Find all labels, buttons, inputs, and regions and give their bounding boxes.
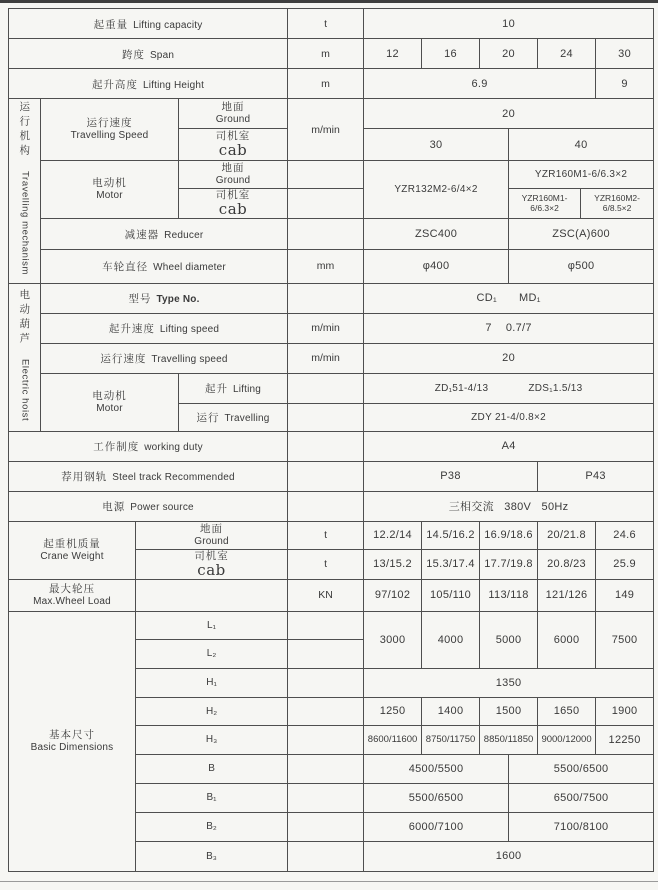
hoist-motor-lifting-label [179,373,288,403]
electric-hoist-en: Electric hoist [19,358,31,421]
empty-unit-cell [288,218,364,249]
travel-speed-ground-label [179,99,288,129]
travel-motor-right-bottom-left: YZR160M1-6/6.3×2 [509,189,581,219]
travel-motor-right-bottom-right: YZR160M2-6/8.5×2 [581,189,654,219]
span-16: 16 [422,39,480,69]
travel-speed-unit: m/min [288,99,364,161]
ground-label-zh: 地面 [221,161,245,174]
dim-L-4: 6000 [538,611,596,668]
hoist-lifting-speed-label-en: Lifting speed [159,324,220,336]
crane-weight-label-zh: 起重机质量 [43,537,101,550]
row-dim-L1 [9,611,654,639]
power-source-label-zh: 电源 [102,501,126,514]
crane-weight-c4: 20.8/23 [538,549,596,579]
row-hoist-travel-speed [9,343,654,373]
travel-motor-cab-label [179,189,288,219]
hoist-lifting-speed-label-zh: 起升速度 [108,323,155,336]
row-hoist-type [9,283,654,313]
dim-B3-label: B₃ [136,841,288,871]
hoist-motor-travelling-en: Travelling [224,413,270,425]
dim-B-right: 5500/6500 [509,754,654,783]
max-wheel-load-4: 121/126 [538,579,596,611]
travel-motor-label-zh: 电动机 [92,176,127,189]
row-crane-weight-ground [9,521,654,549]
row-hoist-motor-lifting [9,373,654,403]
travelling-mechanism-vertical-label [16,101,34,275]
type-no-label-zh: 型号 [128,293,152,306]
dim-H3-1: 8600/11600 [364,725,422,754]
max-wheel-load-3: 113/118 [480,579,538,611]
basic-dimensions-label [9,611,136,871]
dim-B2-label: B₂ [136,812,288,841]
dim-L1-label: L₁ [136,611,288,639]
scan-bottom-edge [0,881,658,882]
wheel-diameter-unit: mm [288,249,364,283]
span-label-zh: 跨度 [121,48,145,61]
crane-specification-table [8,8,654,872]
hoist-travel-speed-value: 20 [364,343,654,373]
empty-unit-cell [288,161,364,189]
dim-H2-2: 1400 [422,697,480,725]
dim-H2-1: 1250 [364,697,422,725]
crane-weight-unit: t [288,521,364,549]
hoist-motor-zds: ZDS₁1.5/13 [528,382,583,394]
ground-label-en: Ground [215,174,251,186]
hoist-motor-lifting-en: Lifting [232,384,262,396]
crane-weight-c2: 15.3/17.4 [422,549,480,579]
lifting-speed-md: 0.7/7 [505,322,532,335]
max-wheel-load-unit: KN [288,579,364,611]
reducer-label [41,218,288,249]
dim-B-left: 4500/5500 [364,754,509,783]
travel-speed-label-en: Travelling Speed [70,129,149,141]
row-power-source [9,491,654,521]
type-md1: MD₁ [518,292,541,305]
hoist-travel-speed-label-en: Travelling speed [151,354,228,366]
empty-unit-cell [288,812,364,841]
dim-L-1: 3000 [364,611,422,668]
lifting-height-main: 6.9 [364,69,596,99]
steel-track-left: P38 [364,461,538,491]
row-travel-speed-ground [9,99,654,129]
crane-weight-c5: 25.9 [596,549,654,579]
wheel-diameter-label [41,249,288,283]
crane-weight-g1: 12.2/14 [364,521,422,549]
max-wheel-load-label [9,579,136,611]
dim-H3-5: 12250 [596,725,654,754]
row-travel-motor-ground [9,161,654,189]
max-wheel-load-label-en: Max.Wheel Load [33,595,111,607]
dim-B-label: B [136,754,288,783]
hoist-motor-travelling-label [179,403,288,431]
travelling-mechanism-en: Travelling mechanism [19,171,31,276]
steel-track-label [9,461,288,491]
crane-weight-ground-label [136,521,288,549]
max-wheel-load-1: 97/102 [364,579,422,611]
max-wheel-load-2: 105/110 [422,579,480,611]
working-duty-label-en: working duty [144,442,203,454]
reducer-label-en: Reducer [164,229,204,241]
travel-motor-right-top-value: YZR160M1-6/6.3×2 [509,161,654,189]
empty-unit-cell [288,783,364,812]
empty-unit-cell [288,639,364,668]
travel-speed-cab-left: 30 [364,129,509,161]
cab-label-en: cab [197,561,226,580]
dim-H2-5: 1900 [596,697,654,725]
cab-label-zh: 司机室 [194,549,229,562]
dim-B1-right: 6500/7500 [509,783,654,812]
steel-track-label-zh: 荐用钢轨 [61,471,108,484]
travel-motor-left-value: YZR132M2-6/4×2 [364,161,509,219]
hoist-lifting-speed-label [41,313,288,343]
lifting-capacity-label-en: Lifting capacity [133,19,203,31]
span-20: 20 [480,39,538,69]
span-label-en: Span [149,49,175,61]
power-source-value: 三相交流 380V 50Hz [364,491,654,521]
row-hoist-lifting-speed [9,313,654,343]
working-duty-label-zh: 工作制度 [93,441,140,454]
hoist-travel-speed-unit: m/min [288,343,364,373]
electric-hoist-zh: 电动葫芦 [18,288,31,347]
ground-label-zh: 地面 [200,522,224,535]
row-span [9,39,654,69]
empty-unit-cell [288,841,364,871]
travel-speed-label [41,99,179,161]
crane-weight-g2: 14.5/16.2 [422,521,480,549]
section-travelling-mechanism [9,99,41,284]
crane-weight-c3: 17.7/19.8 [480,549,538,579]
lifting-speed-cd: 7 [485,322,492,335]
span-24: 24 [538,39,596,69]
empty-unit-cell [288,403,364,431]
working-duty-label [9,431,288,461]
empty-unit-cell [288,189,364,219]
row-wheel-diameter [9,249,654,283]
working-duty-value: A4 [364,431,654,461]
dim-B2-right: 7100/8100 [509,812,654,841]
lifting-height-label [9,69,288,99]
hoist-motor-travelling-zh: 运行 [196,412,220,425]
empty-unit-cell [288,461,364,491]
type-no-label-en: Type No. [156,294,200,306]
hoist-motor-lifting-zh: 起升 [204,383,228,396]
crane-weight-label [9,521,136,579]
dim-H1-value: 1350 [364,668,654,697]
lifting-height-label-zh: 起升高度 [91,78,138,91]
hoist-motor-label-zh: 电动机 [92,389,127,402]
span-12: 12 [364,39,422,69]
span-unit: m [288,39,364,69]
travel-speed-label-zh: 运行速度 [86,116,133,129]
type-cd1: CD₁ [476,292,497,305]
wheel-diameter-label-zh: 车轮直径 [102,261,149,274]
travel-speed-cab-label [179,129,288,161]
hoist-motor-zd: ZD₁51-4/13 [434,382,489,394]
dim-H3-label: H₃ [136,725,288,754]
scan-top-edge [0,0,658,3]
dim-H3-3: 8850/11850 [480,725,538,754]
empty-unit-cell [288,697,364,725]
wheel-diameter-left: φ400 [364,249,509,283]
hoist-travel-speed-label [41,343,288,373]
hoist-motor-lifting-values [364,373,654,403]
empty-unit-cell [288,283,364,313]
reducer-right-value: ZSC(A)600 [509,218,654,249]
reducer-label-zh: 减速器 [124,228,160,241]
crane-weight-cab-unit: t [288,549,364,579]
wheel-diameter-label-en: Wheel diameter [153,262,226,274]
steel-track-right: P43 [538,461,654,491]
dim-H3-2: 8750/11750 [422,725,480,754]
empty-unit-cell [288,668,364,697]
hoist-lifting-speed-values [364,313,654,343]
crane-weight-g4: 20/21.8 [538,521,596,549]
dim-L-2: 4000 [422,611,480,668]
ground-label-en: Ground [215,113,251,125]
lifting-capacity-label-zh: 起重量 [93,18,129,31]
section-electric-hoist [9,283,41,431]
crane-weight-g3: 16.9/18.6 [480,521,538,549]
dim-L-3: 5000 [480,611,538,668]
dim-L-5: 7500 [596,611,654,668]
reducer-left-value: ZSC400 [364,218,509,249]
row-lifting-capacity [9,9,654,39]
dim-B3-value: 1600 [364,841,654,871]
max-wheel-load-label-zh: 最大轮压 [49,582,95,595]
hoist-motor-label-en: Motor [96,402,123,414]
basic-dimensions-label-zh: 基本尺寸 [49,728,95,741]
max-wheel-load-5: 149 [596,579,654,611]
dim-L2-label: L₂ [136,639,288,668]
travel-speed-cab-right: 40 [509,129,654,161]
row-lifting-height [9,69,654,99]
crane-weight-cab-label [136,549,288,579]
hoist-motor-label [41,373,179,431]
span-30: 30 [596,39,654,69]
span-label [9,39,288,69]
travel-speed-ground-value: 20 [364,99,654,129]
basic-dimensions-label-en: Basic Dimensions [30,741,114,753]
steel-track-label-en: Steel track Recommended [112,472,235,484]
dim-B1-label: B₁ [136,783,288,812]
dim-H2-3: 1500 [480,697,538,725]
dim-H2-label: H₂ [136,697,288,725]
hoist-lifting-speed-unit: m/min [288,313,364,343]
cab-label-en: cab [218,141,248,160]
dim-H1-label: H₁ [136,668,288,697]
lifting-capacity-unit: t [288,9,364,39]
row-working-duty [9,431,654,461]
cab-label-en: cab [218,200,248,219]
lifting-height-unit: m [288,69,364,99]
hoist-travel-speed-label-zh: 运行速度 [100,353,147,366]
lifting-height-30m: 9 [596,69,654,99]
row-steel-track [9,461,654,491]
wheel-diameter-right: φ500 [509,249,654,283]
ground-label-zh: 地面 [221,100,245,113]
dim-H2-4: 1650 [538,697,596,725]
dim-H3-4: 9000/12000 [538,725,596,754]
crane-weight-label-en: Crane Weight [40,550,104,562]
crane-weight-g5: 24.6 [596,521,654,549]
empty-unit-cell [288,611,364,639]
cab-label-zh: 司机室 [215,189,251,201]
empty-unit-cell [288,373,364,403]
cab-label-zh: 司机室 [215,130,251,143]
dim-B2-left: 6000/7100 [364,812,509,841]
dim-B1-left: 5500/6500 [364,783,509,812]
electric-hoist-vertical-label [16,289,34,421]
empty-sub-cell [136,579,288,611]
empty-unit-cell [288,431,364,461]
empty-unit-cell [288,754,364,783]
type-no-label [41,283,288,313]
empty-unit-cell [288,725,364,754]
row-reducer [9,218,654,249]
lifting-capacity-label [9,9,288,39]
power-source-label-en: Power source [130,502,194,514]
lifting-capacity-value: 10 [364,9,654,39]
empty-unit-cell [288,491,364,521]
power-source-label [9,491,288,521]
hoist-motor-travelling-value: ZDY 21-4/0.8×2 [364,403,654,431]
lifting-height-label-en: Lifting Height [142,79,205,91]
ground-label-en: Ground [194,535,229,547]
travel-motor-label-en: Motor [96,189,123,201]
crane-weight-c1: 13/15.2 [364,549,422,579]
travel-motor-label [41,161,179,219]
travel-motor-ground-label [179,161,288,189]
row-max-wheel-load [9,579,654,611]
type-no-values [364,283,654,313]
travelling-mechanism-zh: 运行机构 [18,101,31,160]
